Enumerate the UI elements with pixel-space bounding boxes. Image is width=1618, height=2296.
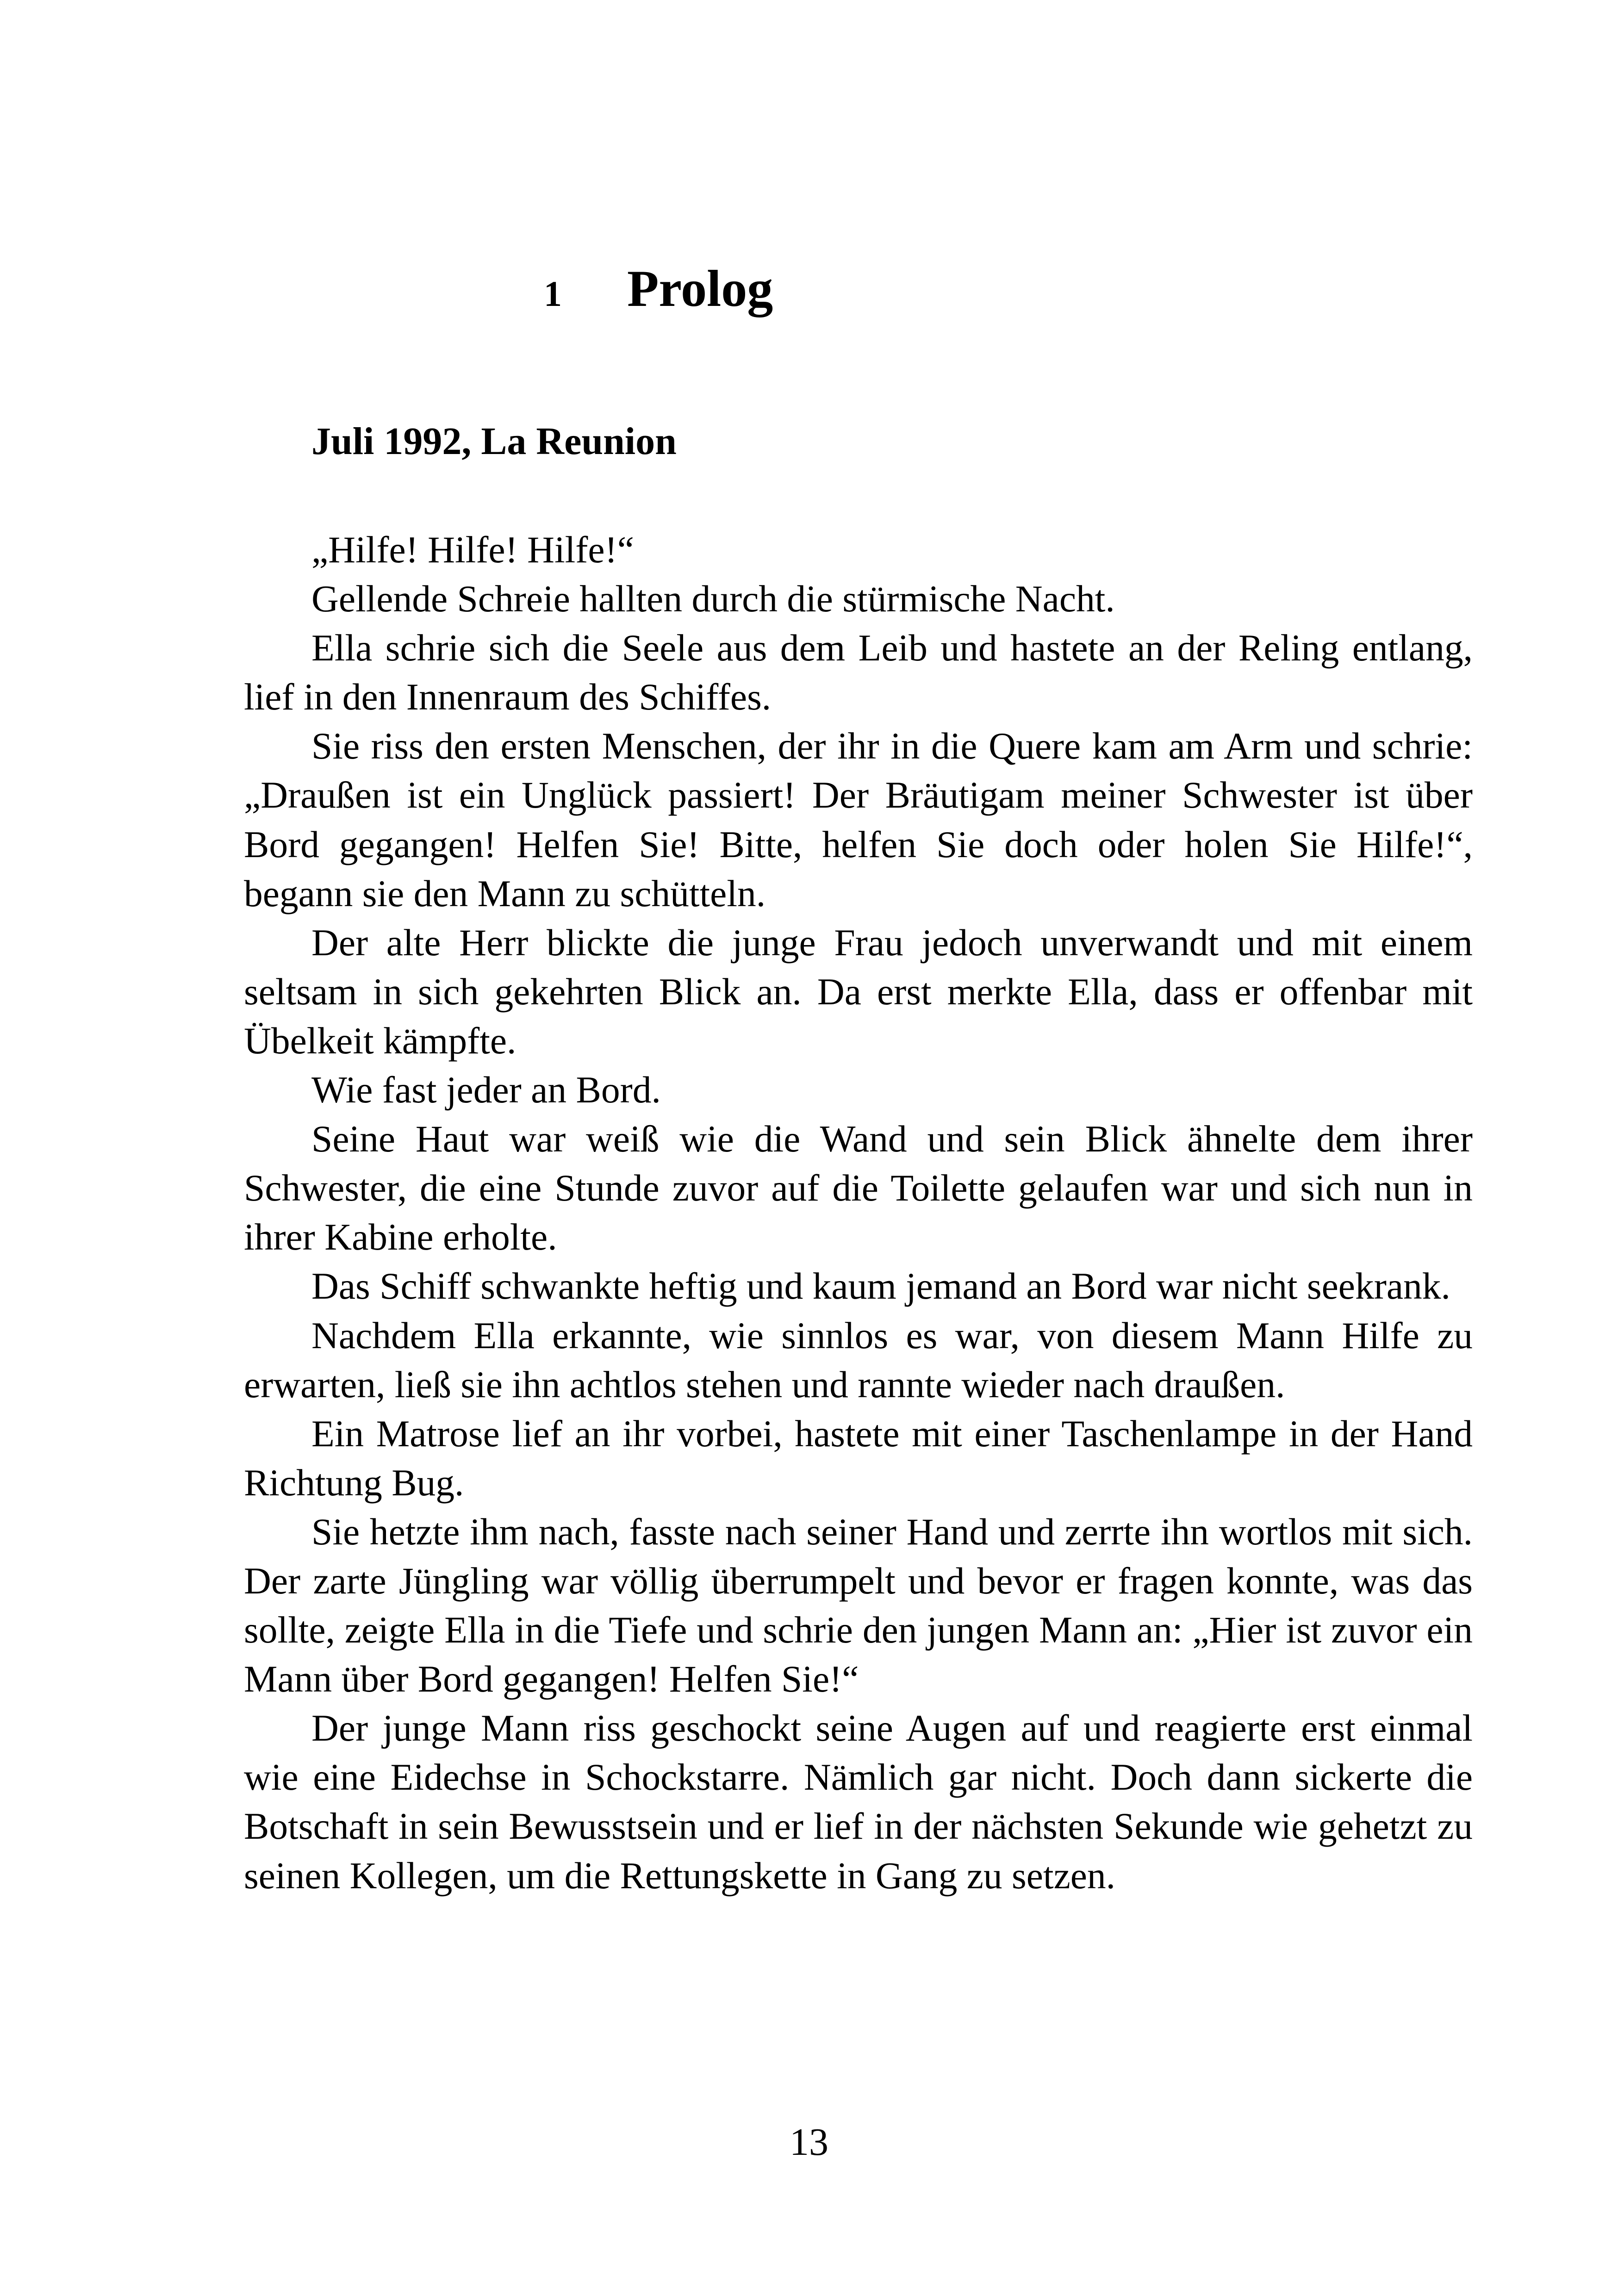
chapter-heading <box>544 259 773 319</box>
paragraph: Ella schrie sich die Seele aus dem Leib und hastete an der Reling entlang, lief in den Innenraum des Schiffes. <box>244 627 1473 718</box>
chapter-title: Prolog <box>627 260 773 317</box>
paragraph: Der alte Herr blickte die junge Frau jedoch unverwandt und mit einem seltsam in sich gekehrten Blick an. Da erst merkte Ella, dass er offenbar mit Übelkeit kämpfte. <box>244 921 1473 1062</box>
paragraph: Sie hetzte ihm nach, fasste nach seiner Hand und zerrte ihn wortlos mit sich. Der zarte Jüngling war völlig überrumpelt und bevor er fragen konnte, was das sollte, zeigte Ella in die Tiefe und schrie den jungen Mann an: „Hier ist zuvor ein Mann über Bord gegangen! Helfen Sie!“ <box>244 1510 1473 1700</box>
section-heading: Juli 1992, La Reunion <box>311 420 677 463</box>
paragraph: Ein Matrose lief an ihr vorbei, hastete mit einer Taschenlampe in der Hand Richtung Bug. <box>244 1412 1473 1504</box>
paragraph: Nachdem Ella erkannte, wie sinnlos es war, von diesem Mann Hilfe zu erwarten, ließ sie ihn achtlos stehen und rannte wieder nach draußen. <box>244 1314 1473 1406</box>
paragraph: Der junge Mann riss geschockt seine Augen auf und reagierte erst einmal wie eine Eidechse in Schockstarre. Nämlich gar nicht. Doch dann sickerte die Botschaft in sein Bewusstsein und er lief in der nächsten Sekunde wie gehetzt zu seinen Kollegen, um die Rettungskette in Gang zu setzen. <box>244 1707 1473 1897</box>
paragraph: „Hilfe! Hilfe! Hilfe!“ <box>311 529 634 571</box>
paragraph: Sie riss den ersten Menschen, der ihr in die Quere kam am Arm und schrie: „Draußen ist ein Unglück passiert! Der Bräutigam meiner Schwester ist über Bord gegangen! Helfen Sie! Bitte, helfen Sie doch oder holen Sie Hilfe!“, begann sie den Mann zu schütteln. <box>244 725 1473 915</box>
paragraph: Wie fast jeder an Bord. <box>311 1069 661 1111</box>
paragraph: Gellende Schreie hallten durch die stürmische Nacht. <box>311 578 1115 620</box>
body-text <box>244 525 1473 1900</box>
page-number: 13 <box>790 2121 828 2164</box>
chapter-number: 1 <box>544 274 562 314</box>
paragraph: Das Schiff schwankte heftig und kaum jemand an Bord war nicht seekrank. <box>311 1265 1450 1307</box>
paragraph: Seine Haut war weiß wie die Wand und sein Blick ähnelte dem ihrer Schwester, die eine Stunde zuvor auf die Toilette gelaufen war und sich nun in ihrer Kabine erholte. <box>244 1118 1473 1258</box>
